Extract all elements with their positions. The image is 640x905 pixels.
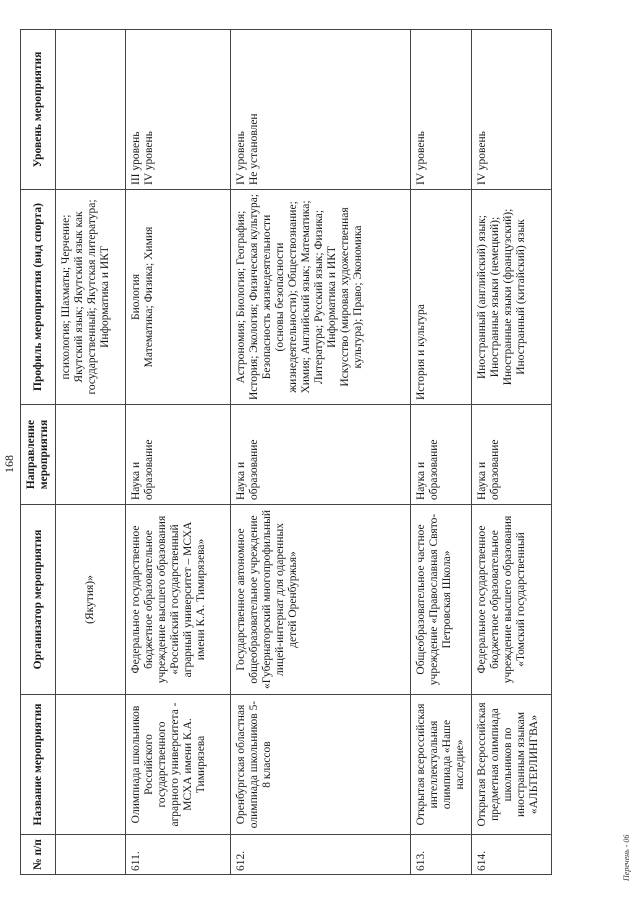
row-direction: Наука и образование bbox=[411, 405, 472, 505]
row-level: IV уровень Не установлен bbox=[231, 30, 411, 190]
table-header-row bbox=[21, 30, 56, 875]
row-organizer: Общеобразовательное частное учреждение «Православная Свято-Петровская Школа» bbox=[411, 505, 472, 695]
row-level bbox=[56, 30, 126, 190]
row-direction: Наука и образование bbox=[231, 405, 411, 505]
table-row bbox=[56, 30, 126, 875]
row-num: 614. bbox=[472, 835, 552, 875]
row-organizer: Государственное автономное общеобразовательное учреждение «Губернаторский многопрофильный лицей-интернат для одаренных детей Оренбуржья» bbox=[231, 505, 411, 695]
row-direction: Наука и образование bbox=[472, 405, 552, 505]
row-direction: Наука и образование bbox=[126, 405, 231, 505]
row-organizer: Федеральное государственное бюджетное образовательное учреждение высшего образования «Российский государственный аграрный университет – МСХА имени К.А. Тимирязева» bbox=[126, 505, 231, 695]
row-profile: Астрономия; Биология; География; История; Экология; Физическая культура; Безопасность жизнедеятельности (основы безопасности жизнедеятельности); Обществознание; Химия; Английский язык; Математика; Литература; Русский язык; Физика; Информатика и ИКТ Искусство (мировая художественная культура); Право; Экономика bbox=[231, 190, 411, 405]
header-name: Название мероприятия bbox=[21, 695, 56, 835]
events-table bbox=[20, 29, 552, 875]
header-organizer: Организатор мероприятия bbox=[21, 505, 56, 695]
header-num: № п/п bbox=[21, 835, 56, 875]
table-row bbox=[472, 30, 552, 875]
row-profile: История и культура bbox=[411, 190, 472, 405]
row-organizer: (Якутия)» bbox=[56, 505, 126, 695]
row-name bbox=[56, 695, 126, 835]
row-num: 613. bbox=[411, 835, 472, 875]
header-level: Уровень мероприятия bbox=[21, 30, 56, 190]
row-organizer: Федеральное государственное бюджетное образовательное учреждение высшего образования «Томский государственный bbox=[472, 505, 552, 695]
row-name: Олимпиада школьников Российского государственного аграрного университета - МСХА имени К.А. Тимирязева bbox=[126, 695, 231, 835]
row-name: Открытая Всероссийская предметная олимпиада школьников по иностранным языкам «АЛЬТЕРЛИНГВА» bbox=[472, 695, 552, 835]
row-name: Оренбургская областная олимпиада школьников 5-8 классов bbox=[231, 695, 411, 835]
row-profile: психология; Шахматы; Черчение; Якутский язык; Якутский язык как государственный; Якутская литература; Информатика и ИКТ bbox=[56, 190, 126, 405]
row-profile: Иностранный (английский) язык; Иностранные языки (немецкий); Иностранные языки (французский); Иностранный (китайский) язык bbox=[472, 190, 552, 405]
page-number: 168 bbox=[2, 455, 16, 473]
header-direction: Направление мероприятия bbox=[21, 405, 56, 505]
row-num: 612. bbox=[231, 835, 411, 875]
row-direction bbox=[56, 405, 126, 505]
page-footer: Перечень - 06 bbox=[622, 834, 631, 881]
row-level: IV уровень bbox=[472, 30, 552, 190]
row-name: Открытая всероссийская интеллектуальная олимпиада «Наше наследие» bbox=[411, 695, 472, 835]
row-profile: Биология Математика; Физика; Химия bbox=[126, 190, 231, 405]
row-num bbox=[56, 835, 126, 875]
table-row bbox=[231, 30, 411, 875]
row-num: 611. bbox=[126, 835, 231, 875]
row-level: IV уровень bbox=[411, 30, 472, 190]
table-row bbox=[411, 30, 472, 875]
table-row bbox=[126, 30, 231, 875]
header-profile: Профиль мероприятия (вид спорта) bbox=[21, 190, 56, 405]
row-level: III уровень IV уровень bbox=[126, 30, 231, 190]
